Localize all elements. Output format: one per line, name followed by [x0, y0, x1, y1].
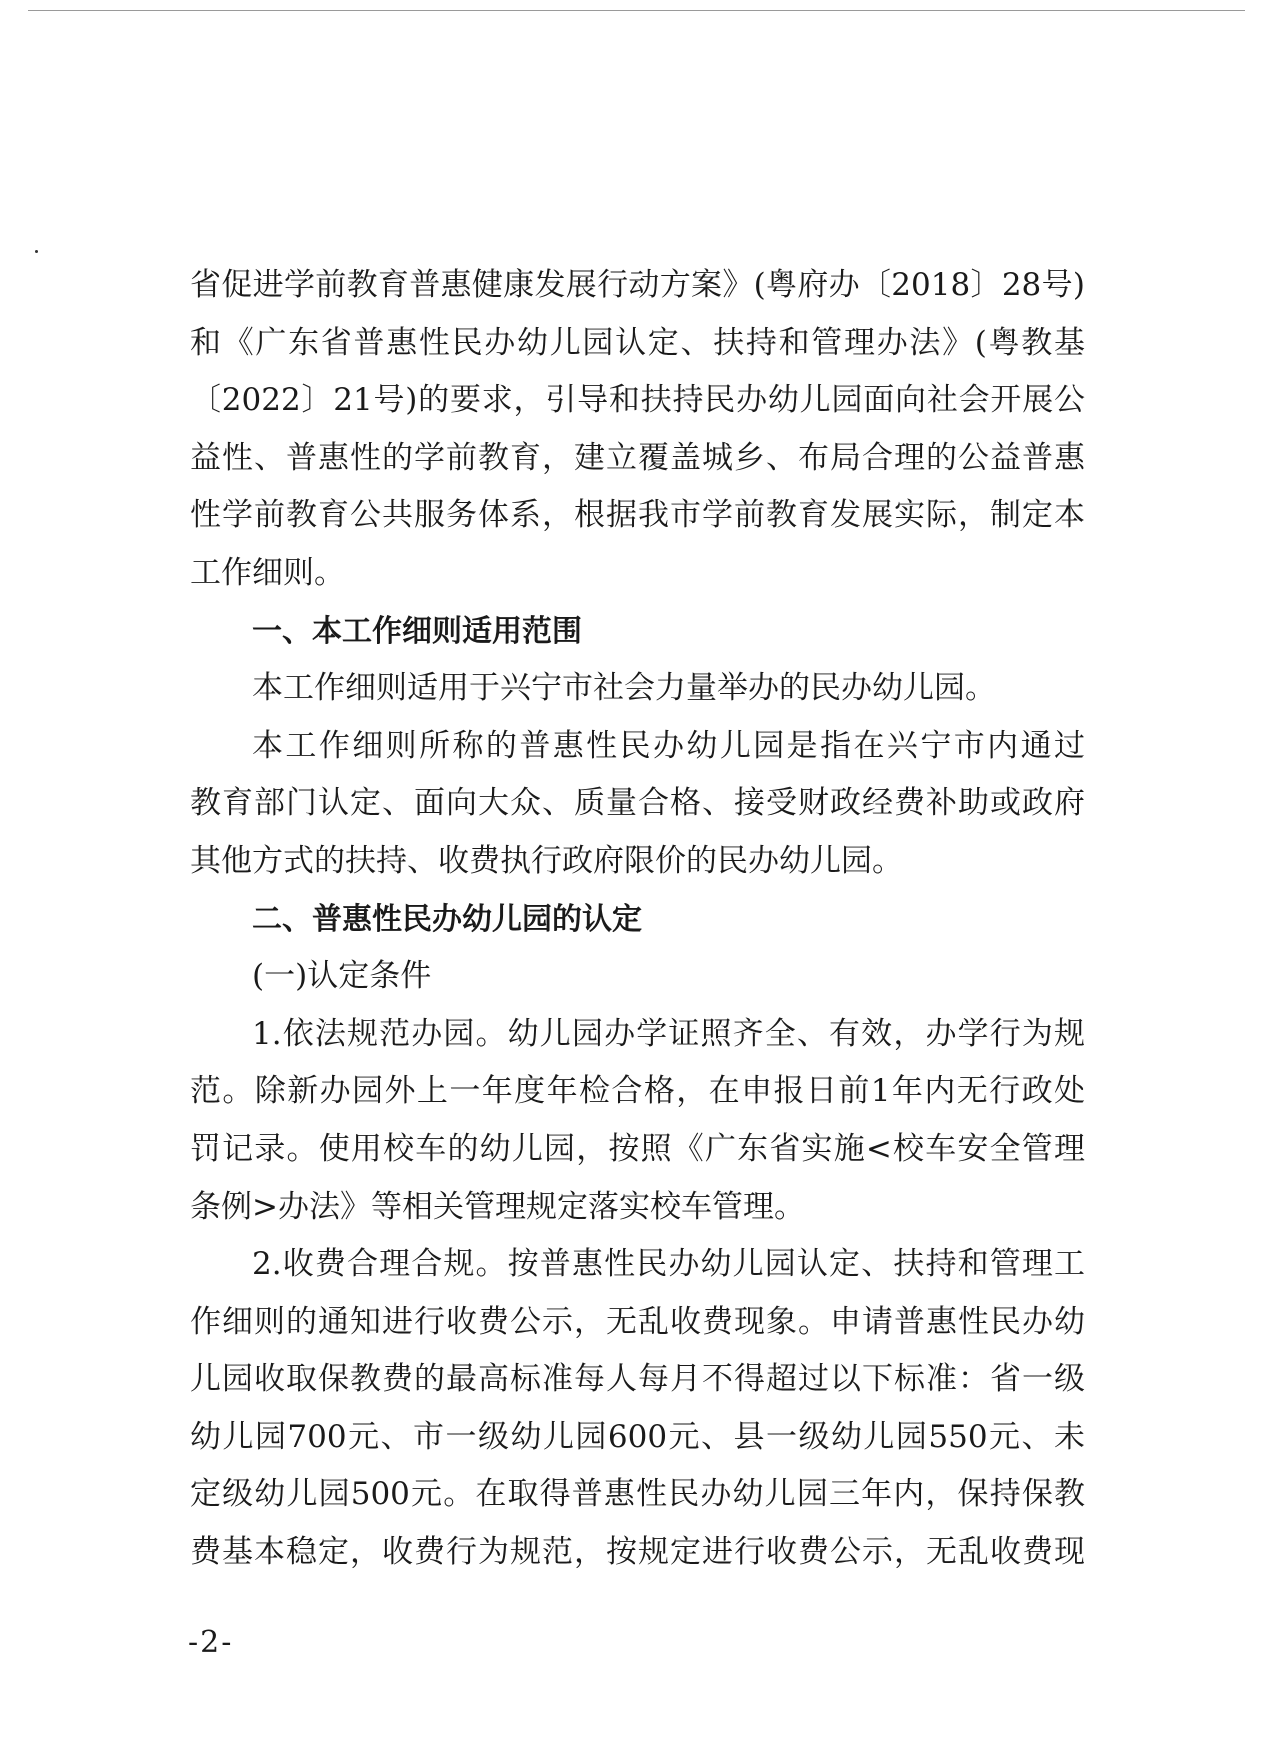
section-heading: 二、普惠性民办幼儿园的认定	[252, 901, 642, 937]
page-number: -2-	[188, 1625, 234, 1660]
paragraph-line: 费基本稳定，收费行为规范，按规定进行收费公示，无乱收费现	[190, 1534, 1085, 1571]
paragraph-line: 益性、普惠性的学前教育，建立覆盖城乡、布局合理的公益普惠	[190, 439, 1085, 476]
paragraph-line: 1.依法规范办园。幼儿园办学证照齐全、有效，办学行为规	[252, 1015, 1085, 1052]
paragraph-line: 和《广东省普惠性民办幼儿园认定、扶持和管理办法》(粤教基	[190, 324, 1085, 361]
paragraph-line: 工作细则。	[190, 554, 345, 591]
paragraph-line: 作细则的通知进行收费公示，无乱收费现象。申请普惠性民办幼	[190, 1303, 1085, 1340]
paragraph-line: 范。除新办园外上一年度年检合格，在申报日前1年内无行政处	[190, 1073, 1085, 1110]
paragraph-line: 〔2022〕21号)的要求，引导和扶持民办幼儿园面向社会开展公	[190, 382, 1085, 419]
section-heading: 一、本工作细则适用范围	[252, 613, 582, 649]
paragraph-line: 教育部门认定、面向大众、质量合格、接受财政经费补助或政府	[190, 785, 1085, 822]
paragraph-line: (一)认定条件	[252, 958, 432, 995]
paragraph-line: 儿园收取保教费的最高标准每人每月不得超过以下标准：省一级	[190, 1361, 1085, 1398]
paragraph-line: 省促进学前教育普惠健康发展行动方案》(粤府办〔2018〕28号)	[190, 267, 1085, 303]
paragraph-line: 本工作细则所称的普惠性民办幼儿园是指在兴宁市内通过	[252, 727, 1085, 764]
paragraph-line: 性学前教育公共服务体系，根据我市学前教育发展实际，制定本	[190, 497, 1085, 534]
paragraph-line: 本工作细则适用于兴宁市社会力量举办的民办幼儿园。	[252, 670, 996, 707]
document-body	[190, 257, 1085, 1582]
paragraph-line: 幼儿园700元、市一级幼儿园600元、县一级幼儿园550元、未	[190, 1418, 1085, 1455]
paragraph-line: 条例>办法》等相关管理规定落实校车管理。	[190, 1188, 805, 1225]
page-top-edge	[28, 10, 1245, 11]
scan-speck	[35, 250, 38, 253]
paragraph-line: 2.收费合理合规。按普惠性民办幼儿园认定、扶持和管理工	[252, 1246, 1085, 1283]
paragraph-line: 定级幼儿园500元。在取得普惠性民办幼儿园三年内，保持保教	[190, 1476, 1085, 1513]
paragraph-line: 罚记录。使用校车的幼儿园，按照《广东省实施<校车安全管理	[190, 1130, 1085, 1167]
paragraph-line: 其他方式的扶持、收费执行政府限价的民办幼儿园。	[190, 842, 903, 879]
